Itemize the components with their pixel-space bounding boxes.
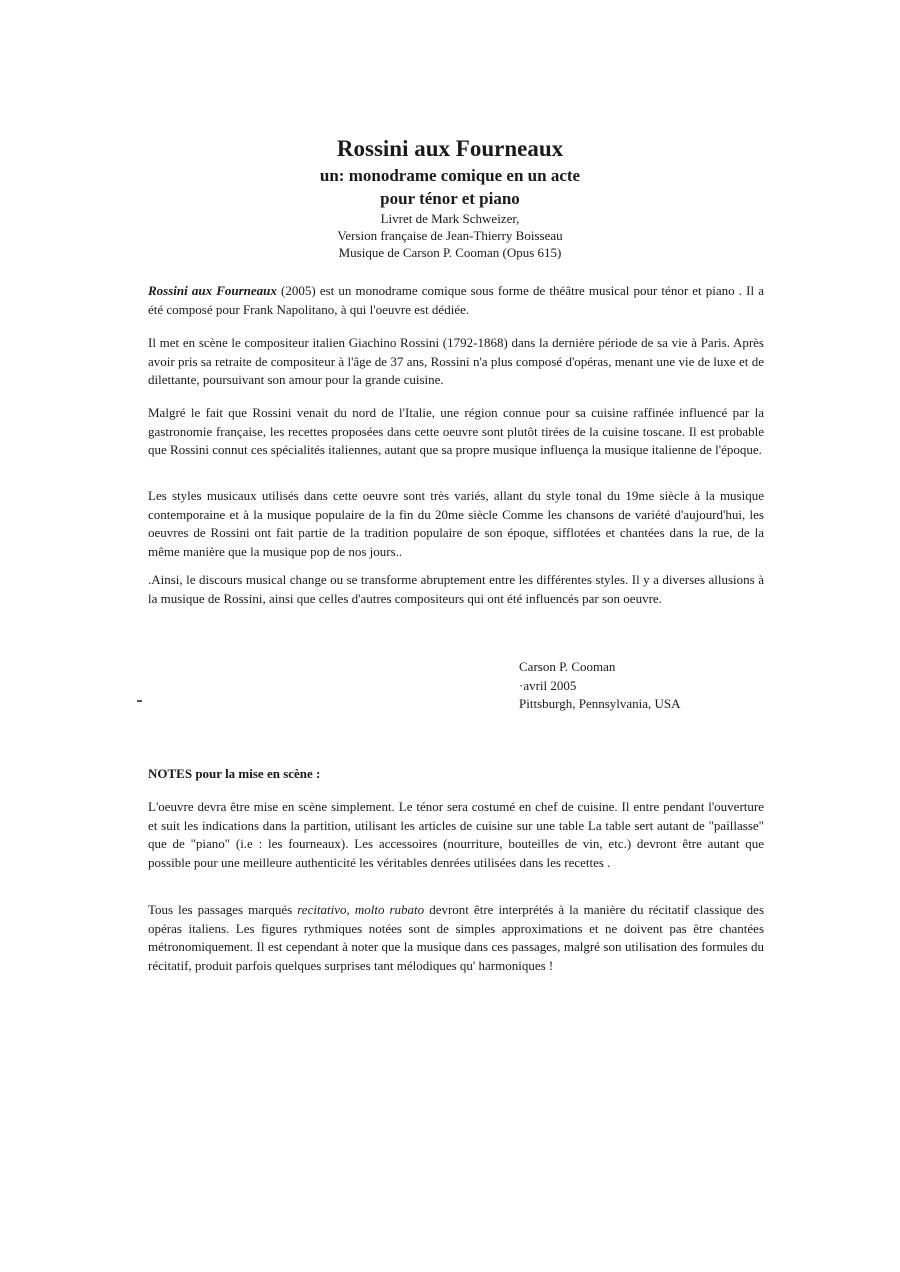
notes-paragraph-2-start: Tous les passages marqués: [148, 902, 298, 917]
notes-paragraph-1: L'oeuvre devra être mise en scène simplement. Le ténor sera costumé en chef de cuisine. Il entre pendant l'ouverture et suit les indications dans la partition, utilisant les articles de cuisine sur une table La table sert autant de "paillasse" que de "piano" (i.e : les fourneaux). Les accessoires (nourriture, bouteilles de vin, etc.) devront être autant que possible pour une meilleure authenticité les véritables denrées utilisées dans les recettes .: [148, 799, 764, 870]
notes-paragraph-2: [148, 901, 764, 975]
subtitle-line-2: pour ténor et piano: [380, 189, 520, 208]
document-title: Rossini aux Fourneaux: [336, 136, 564, 161]
document-header: [0, 134, 900, 261]
intro-paragraph-3: Malgré le fait que Rossini venait du nord de l'Italie, une région connue pour sa cuisine raffinée influencé par la gastronomie française, les recettes proposées dans cette oeuvre sont plutôt tirées de la cuisine toscane. Il est probable que Rossini connut ces spécialités italiennes, autant que sa propre musique influença la musique italienne de l'époque.: [148, 405, 764, 457]
signature-place: Pittsburgh, Pennsylvania, USA: [519, 696, 681, 711]
intro-paragraph-1: [148, 282, 764, 319]
notes-heading: NOTES pour la mise en scène :: [148, 766, 321, 781]
intro-paragraph-5: .Ainsi, le discours musical change ou se transforme abruptement entre les différentes styles. Il y a diverses allusions à la musique de Rossini, ainsi que celles d'autres compositeurs qui ont été influencés par son oeuvre.: [148, 572, 764, 606]
intro-paragraph-2: Il met en scène le compositeur italien Giachino Rossini (1792-1868) dans la dernière période de sa vie à Paris. Après avoir pris sa retraite de compositeur à l'âge de 37 ans, Rossini n'a plus composé d'opéras, menant une vie de luxe et de dilettante, poursuivant son amour pour la grande cuisine.: [148, 335, 764, 387]
scan-speck: [137, 700, 142, 702]
work-title-italic: Rossini aux Fourneaux: [148, 283, 277, 298]
recitativo-italic: recitativo, molto rubato: [297, 902, 425, 917]
credit-translation: Version française de Jean-Thierry Boisseau: [337, 228, 563, 243]
intro-paragraph-1-text: (2005) est un monodrame comique sous forme de théâtre musical pour ténor et piano . Il a été composé pour Frank Napolitano, à qui l'oeuvre est dédiée.: [148, 283, 764, 317]
signature-date: ·avril 2005: [519, 677, 577, 693]
credit-libretto: Livret de Mark Schweizer,: [380, 211, 520, 226]
subtitle-line-1: un: monodrame comique en un acte: [319, 166, 581, 185]
intro-paragraph-4: Les styles musicaux utilisés dans cette oeuvre sont très variés, allant du style tonal du 19me siècle à la musique contemporaine et à la musique populaire de la fin du 20me siècle Comme les chansons de variété d'aujourd'hui, les oeuvres de Rossini ont fait partie de la tradition populaire de son époque, sifflotées et chantées dans la rue, de la même manière que la musique pop de nos jours..: [148, 488, 764, 559]
signature-name: Carson P. Cooman: [519, 659, 616, 674]
credit-music: Musique de Carson P. Cooman (Opus 615): [338, 245, 562, 260]
notes-paragraph-2-text: devront être interprétés à la manière du récitatif classique des opéras italiens. Les figures rythmiques notées sont de simples approximations et ne doivent pas être chantées métronomiquement. Il est cependant à noter que la musique dans ces passages, malgré son utilisation des formules du récitatif, produit parfois quelques surprises tant mélodiques qu' harmoniques !: [148, 902, 765, 973]
signature-block: [519, 658, 681, 714]
